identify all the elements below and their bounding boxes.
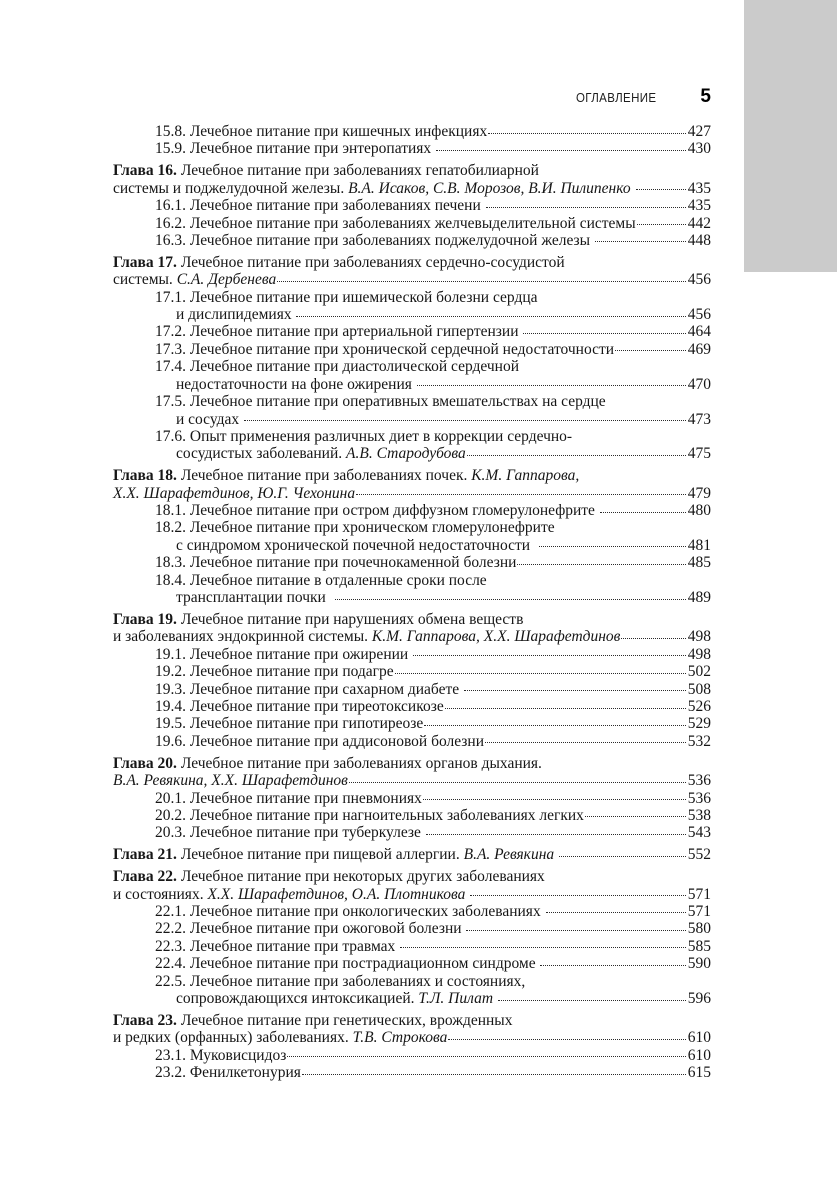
toc-line-text: и заболеваниях эндокринной системы. К.М. Гаппарова, Х.Х. Шарафетдинов [113, 628, 621, 646]
entry-page-number: 502 [687, 663, 711, 681]
toc-line-text: 17.3. Лечебное питание при хронической сердечной недостаточности [155, 340, 615, 358]
leader-dots [400, 947, 686, 948]
toc-line-text: 17.5. Лечебное питание при оперативных вмешательствах на сердце [155, 393, 606, 411]
toc-line-text: системы и поджелудочной железы. В.А. Исаков, С.В. Морозов, В.И. Пилипенко [113, 179, 635, 197]
toc-line-text: 22.4. Лечебное питание при пострадиационном синдроме [155, 955, 540, 973]
toc-line-text: Глава 20. Лечебное питание при заболеваниях органов дыхания. [113, 754, 542, 772]
toc-line-text: сосудистых заболеваний. А.В. Стародубова [176, 445, 466, 463]
leader-dots [466, 930, 685, 931]
entry-page-number: 485 [687, 554, 711, 572]
toc-line-text: 15.8. Лечебное питание при кишечных инфекциях [155, 123, 488, 140]
entry-page-number: 456 [687, 306, 711, 324]
toc-line [113, 445, 711, 462]
leader-dots [485, 742, 686, 743]
entry-page-number: 529 [687, 715, 711, 733]
entry-page-number: 543 [687, 824, 711, 842]
toc-sub-entry [113, 903, 711, 920]
toc-sub-entry [113, 973, 711, 1008]
toc-line-text: 16.2. Лечебное питание при заболеваниях желчевыделительной системы [155, 214, 636, 232]
toc-sub-entry [113, 938, 711, 955]
toc-sub-entry [113, 197, 711, 214]
toc-line-text: 18.1. Лечебное питание при остром диффузном гломерулонефрите [155, 502, 599, 520]
toc-sub-entry [113, 393, 711, 428]
toc-line [113, 376, 711, 393]
toc-line-text: 22.2. Лечебное питание при ожоговой болезни [155, 920, 466, 938]
toc-line [113, 807, 711, 824]
right-gray-panel [744, 0, 837, 272]
toc-line-text: недостаточности на фоне ожирения [176, 375, 416, 393]
toc-line [113, 393, 711, 410]
toc-line-text: 15.9. Лечебное питание при энтеропатиях [155, 140, 436, 158]
toc-sub-entry [113, 920, 711, 937]
toc-line-text: и редких (орфанных) заболеваниях. Т.В. Строкова [113, 1029, 448, 1047]
toc-chapter-entry [113, 1012, 711, 1047]
toc-sub-entry [113, 824, 711, 841]
toc-line-text: Глава 16. Лечебное питание при заболеваниях гепатобилиарной [113, 162, 539, 180]
toc-chapter-entry [113, 755, 711, 790]
leader-dots [546, 912, 686, 913]
toc-line [113, 790, 711, 807]
entry-page-number: 480 [687, 502, 711, 520]
leader-dots [244, 420, 686, 421]
entry-page-number: 475 [687, 445, 711, 463]
leader-dots [467, 455, 686, 456]
leader-dots [470, 895, 685, 896]
toc-sub-entry [113, 358, 711, 393]
toc-line [113, 323, 711, 340]
leader-dots [423, 799, 686, 800]
toc-line-text: Глава 19. Лечебное питание при нарушениях обмена веществ [113, 610, 524, 628]
toc-line [113, 846, 711, 863]
entry-page-number: 585 [687, 937, 711, 955]
leader-dots [436, 150, 686, 151]
running-title: ОГЛАВЛЕНИЕ [575, 91, 657, 105]
leader-dots [426, 834, 686, 835]
toc-line [113, 755, 711, 772]
toc-line [113, 485, 711, 502]
toc-line [113, 162, 711, 179]
toc-line [113, 271, 711, 288]
toc-line-text: 17.6. Опыт применения различных диет в коррекции сердечно- [155, 427, 573, 445]
toc-line [113, 990, 711, 1007]
toc-line-text: 19.4. Лечебное питание при тиреотоксикозе [155, 698, 444, 715]
toc-line-text: с синдромом хронической почечной недостаточности [176, 536, 538, 554]
leader-dots [621, 638, 685, 639]
entry-page-number: 489 [687, 589, 711, 607]
entry-page-number: 596 [687, 990, 711, 1007]
toc-line-text: 22.1. Лечебное питание при онкологических заболеваниях [155, 902, 545, 920]
toc-line [113, 1012, 711, 1029]
toc-line [113, 698, 711, 715]
toc-line-text: 20.1. Лечебное питание при пневмониях [155, 789, 422, 807]
toc-chapter-entry [113, 467, 711, 502]
toc-sub-entry [113, 289, 711, 324]
entry-page-number: 571 [687, 902, 711, 920]
toc-line-text: 23.2. Фенилкетонурия [155, 1064, 301, 1082]
toc-line [113, 646, 711, 663]
toc-sub-entry [113, 123, 711, 140]
entry-page-number: 498 [687, 628, 711, 646]
toc-line [113, 341, 711, 358]
toc-sub-entry [113, 519, 711, 554]
toc-line-text: Глава 21. Лечебное питание при пищевой аллергии. В.А. Ревякина [113, 846, 559, 864]
entry-page-number: 442 [687, 214, 711, 232]
leader-dots [424, 725, 685, 726]
toc-line [113, 733, 711, 750]
toc-sub-entry [113, 807, 711, 824]
leader-dots [287, 1056, 685, 1057]
leader-dots [540, 965, 685, 966]
toc-sub-entry [113, 681, 711, 698]
toc-line [113, 123, 711, 140]
leader-dots [517, 564, 685, 565]
toc-sub-entry [113, 502, 711, 519]
entry-page-number: 538 [687, 806, 711, 824]
toc-sub-entry [113, 790, 711, 807]
toc-sub-entry [113, 323, 711, 340]
toc-line-text: 22.3. Лечебное питание при травмах [155, 937, 400, 955]
toc-sub-entry [113, 955, 711, 972]
toc-line-text: Глава 23. Лечебное питание при генетических, врожденных [113, 1011, 513, 1029]
toc-line-text: 19.6. Лечебное питание при аддисоновой болезни [155, 732, 485, 750]
leader-dots [595, 241, 686, 242]
toc-line-text: 17.4. Лечебное питание при диастолической сердечной [155, 358, 520, 376]
toc-line [113, 467, 711, 484]
toc-sub-entry [113, 1064, 711, 1081]
leader-dots [349, 782, 686, 783]
entry-page-number: 427 [687, 123, 711, 140]
toc-line [113, 715, 711, 732]
toc-sub-entry [113, 715, 711, 732]
toc-line-text: и дислипидемиях [176, 306, 296, 324]
toc-line [113, 663, 711, 680]
leader-dots [395, 673, 686, 674]
entry-page-number: 448 [687, 231, 711, 249]
toc-line-text: сопровождающихся интоксикацией. Т.Л. Пилат [176, 990, 497, 1007]
toc-line [113, 938, 711, 955]
entry-page-number: 571 [687, 885, 711, 903]
toc-line [113, 1047, 711, 1064]
toc-sub-entry [113, 646, 711, 663]
toc-line-text: Х.Х. Шарафетдинов, Ю.Г. Чехонина [113, 484, 356, 502]
entry-page-number: 532 [687, 732, 711, 750]
toc-line [113, 140, 711, 157]
entry-page-number: 508 [687, 680, 711, 698]
toc-sub-entry [113, 698, 711, 715]
entry-page-number: 536 [687, 789, 711, 807]
leader-dots [585, 816, 686, 817]
toc-sub-entry [113, 341, 711, 358]
leader-dots [277, 281, 686, 282]
toc-line-text: трансплантации почки [176, 589, 334, 607]
entry-page-number: 430 [687, 140, 711, 158]
entry-page-number: 590 [687, 955, 711, 973]
entry-page-number: 498 [687, 645, 711, 663]
toc-line [113, 358, 711, 375]
leader-dots [464, 690, 686, 691]
toc-line-text: 22.5. Лечебное питание при заболеваниях и состояниях, [155, 972, 526, 990]
toc-line [113, 289, 711, 306]
running-header [113, 86, 711, 108]
entry-page-number: 610 [687, 1046, 711, 1064]
leader-dots [335, 599, 686, 600]
toc-line-text: Глава 17. Лечебное питание при заболеваниях сердечно-сосудистой [113, 253, 565, 271]
toc-line-text: 20.3. Лечебное питание при туберкулезе [155, 824, 425, 842]
toc-line [113, 589, 711, 606]
toc-line [113, 681, 711, 698]
entry-page-number: 481 [687, 536, 711, 554]
entry-page-number: 536 [687, 772, 711, 790]
toc-sub-entry [113, 572, 711, 607]
entry-page-number: 435 [687, 197, 711, 215]
toc-line-text: 20.2. Лечебное питание при нагноительных заболеваниях легких [155, 806, 584, 824]
leader-dots [413, 655, 686, 656]
toc-chapter-entry [113, 162, 711, 197]
toc-line-text: и состояниях. Х.Х. Шарафетдинов, О.А. Плотникова [113, 885, 470, 903]
toc-line-text: 16.3. Лечебное питание при заболеваниях поджелудочной железы [155, 231, 594, 249]
toc-line-text: 23.1. Муковисцидоз [155, 1046, 287, 1064]
entry-page-number: 435 [687, 179, 711, 197]
toc-line-text: 17.2. Лечебное питание при артериальной гипертензии [155, 323, 523, 341]
toc-line [113, 232, 711, 249]
toc-line [113, 886, 711, 903]
toc-line-text: 17.1. Лечебное питание при ишемической болезни сердца [155, 288, 538, 306]
toc-line [113, 306, 711, 323]
toc-line [113, 554, 711, 571]
toc-line [113, 572, 711, 589]
toc-line [113, 197, 711, 214]
toc-line [113, 772, 711, 789]
entry-page-number: 464 [687, 323, 711, 341]
toc-line [113, 254, 711, 271]
toc-line [113, 519, 711, 536]
leader-dots [417, 385, 686, 386]
toc-line [113, 824, 711, 841]
toc-line [113, 1029, 711, 1046]
leader-dots [296, 316, 685, 317]
toc-line [113, 955, 711, 972]
toc-sub-entry [113, 232, 711, 249]
leader-dots [488, 133, 686, 134]
toc-sub-entry [113, 554, 711, 571]
entry-page-number: 456 [687, 271, 711, 289]
toc-line-text: 19.1. Лечебное питание при ожирении [155, 645, 413, 663]
toc-line-text: 18.4. Лечебное питание в отдаленные сроки после [155, 571, 487, 589]
toc-line [113, 1064, 711, 1081]
toc-line [113, 215, 711, 232]
toc-line [113, 628, 711, 645]
toc-list [113, 123, 711, 1082]
toc-line [113, 428, 711, 445]
toc-line [113, 411, 711, 428]
leader-dots [302, 1074, 686, 1075]
toc-line-text: 18.3. Лечебное питание при почечнокаменной болезни [155, 554, 517, 572]
leader-dots [448, 1039, 685, 1040]
toc-sub-entry [113, 215, 711, 232]
toc-line [113, 180, 711, 197]
leader-dots [637, 224, 686, 225]
leader-dots [615, 350, 686, 351]
toc-line-text: и сосудах [176, 410, 244, 428]
entry-page-number: 526 [687, 698, 711, 715]
toc-chapter-entry [113, 868, 711, 903]
toc-line [113, 973, 711, 990]
toc-sub-entry [113, 733, 711, 750]
toc-line [113, 537, 711, 554]
entry-page-number: 470 [687, 375, 711, 393]
entry-page-number: 479 [687, 484, 711, 502]
entry-page-number: 469 [687, 340, 711, 358]
toc-line [113, 502, 711, 519]
toc-line-text: 19.2. Лечебное питание при подагре [155, 663, 394, 681]
leader-dots [356, 494, 686, 495]
toc-line-text: 18.2. Лечебное питание при хроническом гломерулонефрите [155, 519, 555, 537]
entry-page-number: 473 [687, 410, 711, 428]
toc-chapter-entry [113, 254, 711, 289]
toc-chapter-entry [113, 611, 711, 646]
toc-sub-entry [113, 428, 711, 463]
toc-line-text: 16.1. Лечебное питание при заболеваниях печени [155, 197, 485, 215]
toc-line [113, 920, 711, 937]
entry-page-number: 552 [687, 846, 711, 864]
toc-sub-entry [113, 140, 711, 157]
entry-page-number: 610 [687, 1029, 711, 1047]
toc-sub-entry [113, 1047, 711, 1064]
toc-line-text: Глава 18. Лечебное питание при заболеваниях почек. К.М. Гаппарова, [113, 467, 580, 485]
leader-dots [498, 1000, 686, 1001]
leader-dots [486, 207, 686, 208]
toc-line-text: 19.3. Лечебное питание при сахарном диабете [155, 680, 464, 698]
leader-dots [445, 708, 686, 709]
toc-line-text: Глава 22. Лечебное питание при некоторых других заболеваниях [113, 868, 545, 886]
entry-page-number: 615 [687, 1064, 711, 1082]
toc-chapter-entry [113, 846, 711, 863]
toc-line [113, 611, 711, 628]
leader-dots [539, 546, 686, 547]
page-content [113, 86, 711, 1082]
toc-line [113, 868, 711, 885]
toc-sub-entry [113, 663, 711, 680]
leader-dots [559, 856, 686, 857]
leader-dots [636, 189, 686, 190]
toc-line-text: В.А. Ревякина, Х.Х. Шарафетдинов [113, 772, 348, 790]
leader-dots [523, 333, 685, 334]
leader-dots [600, 512, 686, 513]
toc-line-text: 19.5. Лечебное питание при гипотиреозе [155, 715, 424, 733]
toc-line-text: системы. С.А. Дербенева [113, 271, 277, 289]
header-page-number: 5 [700, 86, 711, 107]
entry-page-number: 580 [687, 920, 711, 938]
toc-line [113, 903, 711, 920]
